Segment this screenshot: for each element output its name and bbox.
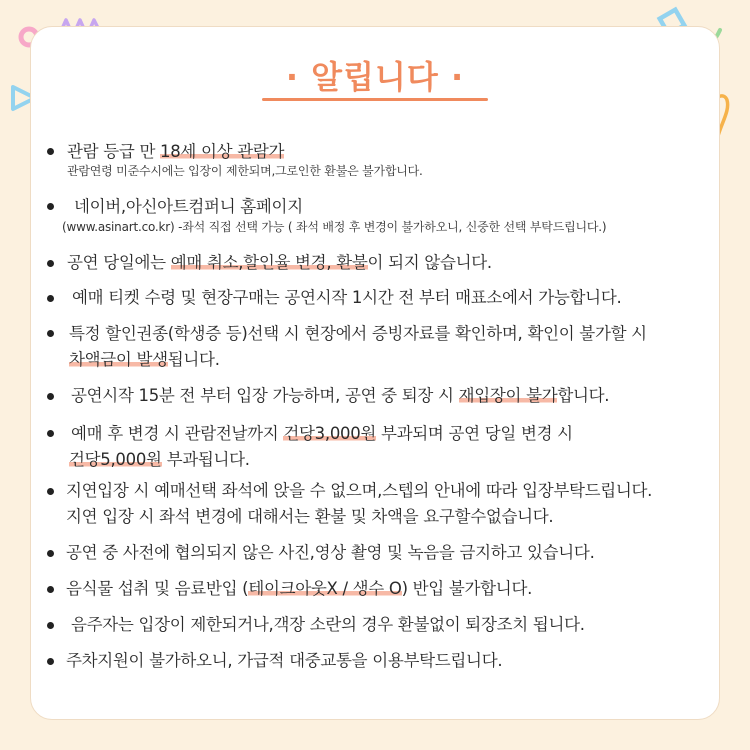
notice-text: [71, 611, 585, 635]
text-segment: 지연입장 시 예매선택 좌석에 앉을 수 없으며,스텝의 안내에 따라 입장부탁드립니다.: [66, 481, 653, 500]
bullet-dot-icon: [47, 203, 54, 210]
text-segment: 네이버,아신아트컴퍼니 홈페이지: [74, 197, 303, 216]
text-segment: 지연 입장 시 좌석 변경에 대해서는 환불 및 차액을 요구할수없습니다.: [66, 507, 554, 526]
notice-subtext: [69, 446, 250, 470]
notice-text: [71, 382, 609, 406]
page-title: · 알립니다 ·: [285, 58, 465, 96]
highlighted-text: 예매 취소,할인율 변경, 환불: [170, 253, 368, 272]
highlighted-text: 테이크아웃X / 생수 O: [248, 579, 402, 598]
highlighted-text: 18세 이상 관람가: [160, 142, 285, 161]
text-segment: 특정 할인권종(학생증 등)선택 시 현장에서 증빙자료를 확인하며, 확인이 불가할 시: [69, 324, 647, 343]
text-segment: 주차지원이 불가하오니, 가급적 대중교통을 이용부탁드립니다.: [66, 651, 503, 670]
text-segment: 음식물 섭취 및 음료반입 (: [66, 579, 249, 598]
notice-text: [67, 138, 284, 162]
notice-text: [66, 539, 595, 563]
notice-text: [67, 249, 492, 273]
highlighted-text: 건당3,000원: [283, 424, 377, 443]
text-segment: 이 되지 않습니다.: [367, 253, 492, 272]
notice-subtext: [66, 503, 553, 527]
notice-subtext: [69, 346, 220, 370]
notice-subtext: [67, 162, 423, 179]
bullet-dot-icon: [47, 550, 54, 557]
text-segment: 관람 등급 만: [67, 142, 161, 161]
bullet-dot-icon: [47, 430, 54, 437]
bullet-dot-icon: [47, 393, 54, 400]
bullet-dot-icon: [47, 148, 54, 155]
notice-text: [74, 193, 303, 217]
text-segment: 부과되며 공연 당일 변경 시: [376, 424, 573, 443]
bullet-dot-icon: [47, 622, 54, 629]
bullet-dot-icon: [47, 330, 54, 337]
text-segment: 공연 당일에는: [67, 253, 171, 272]
text-segment: 관람연령 미준수시에는 입장이 제한되며,그로인한 환불은 불가합니다.: [67, 164, 423, 178]
title-underline: [262, 98, 488, 101]
text-segment: ) 반입 불가합니다.: [401, 579, 533, 598]
bullet-dot-icon: [47, 260, 54, 267]
highlighted-text: 건당5,000원: [69, 450, 162, 469]
bullet-dot-icon: [47, 586, 54, 593]
text-segment: 음주자는 입장이 제한되거나,객장 소란의 경우 환불없이 퇴장조치 됩니다.: [71, 615, 585, 634]
highlighted-text: 차액금이 발생: [69, 350, 168, 369]
text-segment: 공연시작 15분 전 부터 입장 가능하며, 공연 중 퇴장 시: [71, 386, 459, 405]
text-segment: 예매 후 변경 시 관람전날까지: [71, 424, 284, 443]
notice-text: [66, 647, 502, 671]
text-segment: 공연 중 사전에 협의되지 않은 사진,영상 촬영 및 녹음을 금지하고 있습니다.: [66, 543, 595, 562]
text-segment: 부과됩니다.: [161, 450, 250, 469]
notice-text: [72, 284, 621, 308]
text-segment: 합니다.: [557, 386, 610, 405]
text-segment: 됩니다.: [167, 350, 220, 369]
notice-text: [71, 420, 573, 444]
notice-subtext: [62, 218, 606, 235]
text-segment: 예매 티켓 수령 및 현장구매는 공연시작 1시간 전 부터 매표소에서 가능합니다.: [72, 288, 622, 307]
highlighted-text: 재입장이 불가: [458, 386, 558, 405]
notice-text: [69, 320, 647, 344]
bullet-dot-icon: [47, 658, 54, 665]
bullet-dot-icon: [47, 295, 54, 302]
notice-text: [66, 477, 652, 501]
text-segment: (www.asinart.co.kr) -좌석 직접 선택 가능 ( 좌석 배정 후 변경이 불가하오니, 신중한 선택 부탁드립니다.): [62, 220, 607, 234]
bullet-dot-icon: [47, 488, 54, 495]
notice-text: [66, 575, 532, 599]
